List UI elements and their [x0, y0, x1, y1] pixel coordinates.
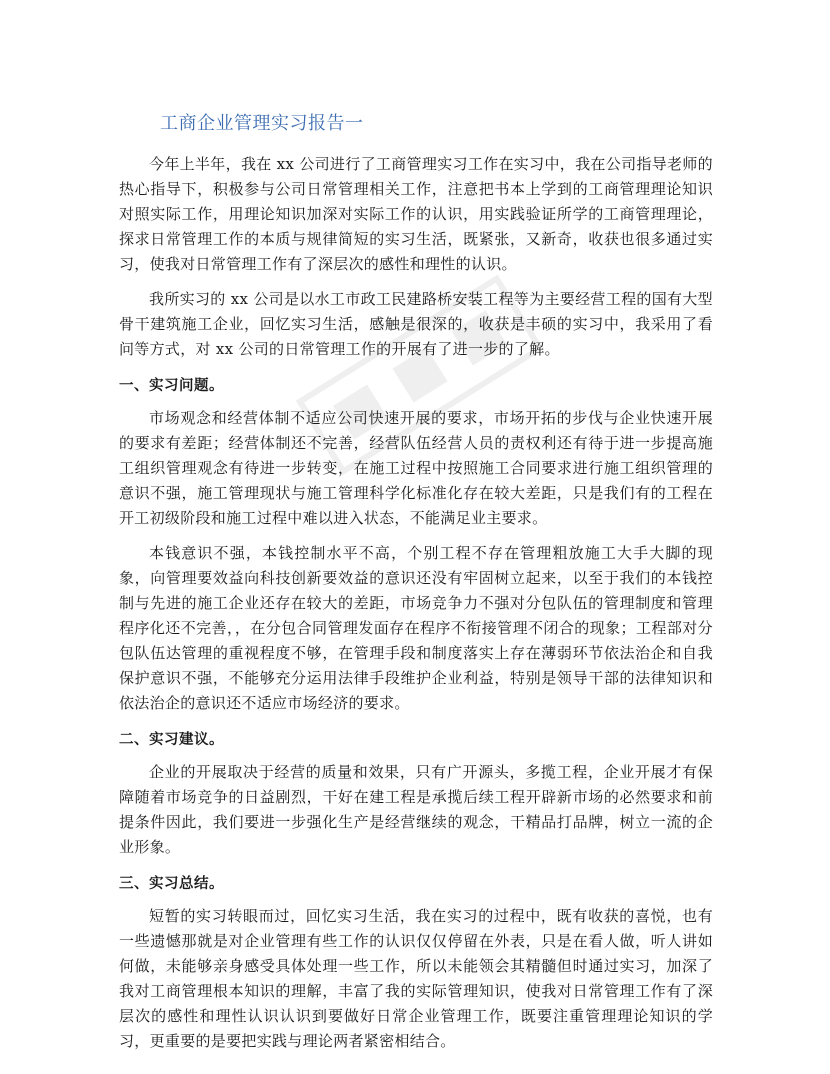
intro-paragraph-1: 今年上半年，我在 xx 公司进行了工商管理实习工作在实习中，我在公司指导老师的热心指导下，积极参与公司日常管理相关工作，注意把书本上学到的工商管理理论知识对照实际工作，用理论知识加深对实际工作的认识，用实践验证所学的工商管理理论，探求日常管理工作的本质与规律简短的实习生活，既紧张，又新奇，收获也很多通过实习，使我对日常管理工作有了深层次的感性和理性的认识。 — [119, 155, 713, 273]
problems-paragraph-1: 市场观念和经营体制不适应公司快速开展的要求，市场开拓的步伐与企业快速开展的要求有差距；经营体制还不完善，经营队伍经营人员的责权利还有待于进一步提高施工组织管理观念有待进一步转变，在施工过程中按照施工合同要求进行施工组织管理的意识不强，施工管理现状与施工管理科学化标准化存在较大差距，只是我们有的工程在开工初级阶段和施工过程中难以进入状态，不能满足业主要求。 — [119, 409, 713, 527]
section-heading-problems: 一、实习问题。 — [119, 378, 224, 394]
suggestions-paragraph-1: 企业的开展取决于经营的质量和效果，只有广开源头，多揽工程，企业开展才有保障随着市场竞争的日益剧烈，干好在建工程是承揽后续工程开辟新市场的必然要求和前提条件因此，我们要进一步强化生产是经营继续的观念，干精品打品牌，树立一流的企业形象。 — [119, 763, 713, 856]
problems-paragraph-2: 本钱意识不强，本钱控制水平不高，个别工程不存在管理粗放施工大手大脚的现象，向管理要效益向科技创新要效益的意识还没有牢固树立起来，以至于我们的本钱控制与先进的施工企业还存在较大的差距，市场竞争力不强对分包队伍的管理制度和管理程序化还不完善，，在分包合同管理发面存在程序不衔接管理不闭合的现象；工程部对分包队伍达管理的重视程度不够，在管理手段和制度落实上存在薄弱环节依法治企和自我保护意识不强，不能够充分运用法律手段维护企业利益，特别是领导干部的法律知识和依法治企的意识还不适应市场经济的要求。 — [119, 544, 713, 712]
section-heading-summary: 三、实习总结。 — [119, 876, 224, 892]
summary-paragraph-1: 短暂的实习转眼而过，回忆实习生活，我在实习的过程中，既有收获的喜悦，也有一些遗憾那就是对企业管理有些工作的认识仅仅停留在外表，只是在看人做，听人讲如何做，未能够亲身感受具体处理一些工作，所以未能领会其精髓但时通过实习，加深了我对工商管理根本知识的理解，丰富了我的实际管理知识，使我对日常管理工作有了深层次的感性和理性认识认识到要做好日常企业管理工作，既要注重管理理论知识的学习，更重要的是要把实践与理论两者紧密相结合。 — [119, 907, 713, 1050]
section-heading-suggestions: 二、实习建议。 — [119, 732, 224, 748]
document-title: 工商企业管理实习报告一 — [160, 113, 364, 134]
document-body — [119, 108, 713, 1054]
intro-paragraph-2: 我所实习的 xx 公司是以水工市政工民建路桥安装工程等为主要经营工程的国有大型骨干建筑施工企业，回忆实习生活，感触是很深的，收获是丰硕的实习中，我采用了看问等方式，对 xx 公司的日常管理工作的开展有了进一步的了解。 — [119, 290, 713, 358]
